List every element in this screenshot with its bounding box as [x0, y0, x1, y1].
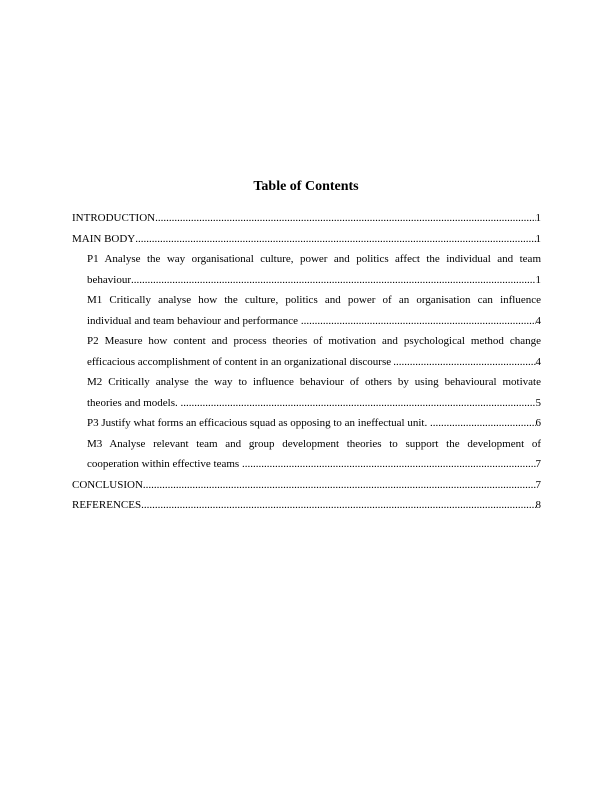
toc-entry-references[interactable]: [72, 495, 541, 516]
toc-page-number: 1: [535, 212, 541, 224]
toc-entry-text: cooperation within effective teams: [87, 458, 242, 470]
toc-entry-text: REFERENCES: [72, 499, 142, 511]
toc-entry-line: [72, 208, 541, 229]
toc-page-number: 8: [535, 499, 541, 511]
toc-entry-text-line1: P2 Measure how content and process theories of motivation and psychological method change: [87, 335, 541, 347]
dot-leader: [242, 454, 536, 475]
toc-entry-text-line1: M2 Critically analyse the way to influence behaviour of others by using behavioural motivate: [87, 376, 541, 388]
dot-leader: [393, 352, 535, 373]
toc-entry-m1[interactable]: [87, 290, 541, 331]
toc-entry-line: [72, 495, 541, 516]
dot-leader: [135, 229, 535, 250]
toc-entry-line: [72, 229, 541, 250]
toc-entry-text: MAIN BODY: [72, 232, 136, 245]
dot-leader: [141, 495, 535, 516]
toc-entry-text: efficacious accomplishment of content in an organizational discourse: [87, 355, 392, 368]
toc-page-number: 5: [535, 396, 541, 409]
toc-page-number: 6: [535, 417, 541, 429]
dot-leader: [301, 311, 536, 332]
toc-entry-line: [87, 413, 541, 434]
toc-entry-m2[interactable]: [87, 372, 541, 413]
toc-entry-line: [87, 393, 541, 414]
toc-page-number: 7: [535, 478, 541, 491]
dot-leader: [155, 208, 535, 229]
toc-entry-text: individual and team behaviour and performance: [87, 314, 301, 327]
dot-leader: [143, 475, 536, 496]
dot-leader: [131, 270, 536, 291]
toc-entry-introduction[interactable]: [72, 208, 541, 229]
dot-leader: [180, 393, 535, 414]
toc-page-number: 1: [535, 273, 541, 286]
toc-entry-line: [87, 311, 541, 332]
dot-leader: [430, 413, 536, 434]
toc-entry-m3[interactable]: [87, 434, 541, 475]
toc-entry-main-body[interactable]: [72, 229, 541, 250]
toc-entry-line: [87, 270, 541, 291]
toc-entry-p2[interactable]: [87, 331, 541, 372]
toc-entry-text: theories and models.: [87, 396, 181, 409]
toc-entry-line: [72, 475, 541, 496]
toc-entry-text-line1: M3 Analyse relevant team and group development theories to support the development of: [87, 437, 541, 450]
toc-entry-text: P3 Justify what forms an efficacious squad as opposing to an ineffectual unit.: [87, 417, 430, 429]
toc-page-number: 1: [535, 232, 541, 245]
toc-entry-p3[interactable]: [87, 413, 541, 434]
toc-entry-text: behaviour: [87, 273, 131, 286]
toc-page-number: 7: [535, 458, 541, 470]
toc-entry-text-line1: P1 Analyse the way organisational culture, power and politics affect the individual and team: [87, 253, 541, 265]
toc-entry-p1[interactable]: [87, 249, 541, 290]
table-of-contents: [72, 208, 541, 516]
toc-page-number: 4: [535, 355, 541, 368]
toc-entry-text-line1: M1 Critically analyse how the culture, politics and power of an organisation can influence: [87, 294, 541, 306]
toc-page-number: 4: [535, 314, 541, 327]
toc-entry-conclusion[interactable]: [72, 475, 541, 496]
toc-entry-line: [87, 352, 541, 373]
toc-entry-text: INTRODUCTION: [72, 212, 156, 224]
toc-entry-line: [87, 454, 541, 475]
toc-entry-text: CONCLUSION: [72, 478, 143, 491]
toc-title: Table of Contents: [253, 179, 359, 194]
